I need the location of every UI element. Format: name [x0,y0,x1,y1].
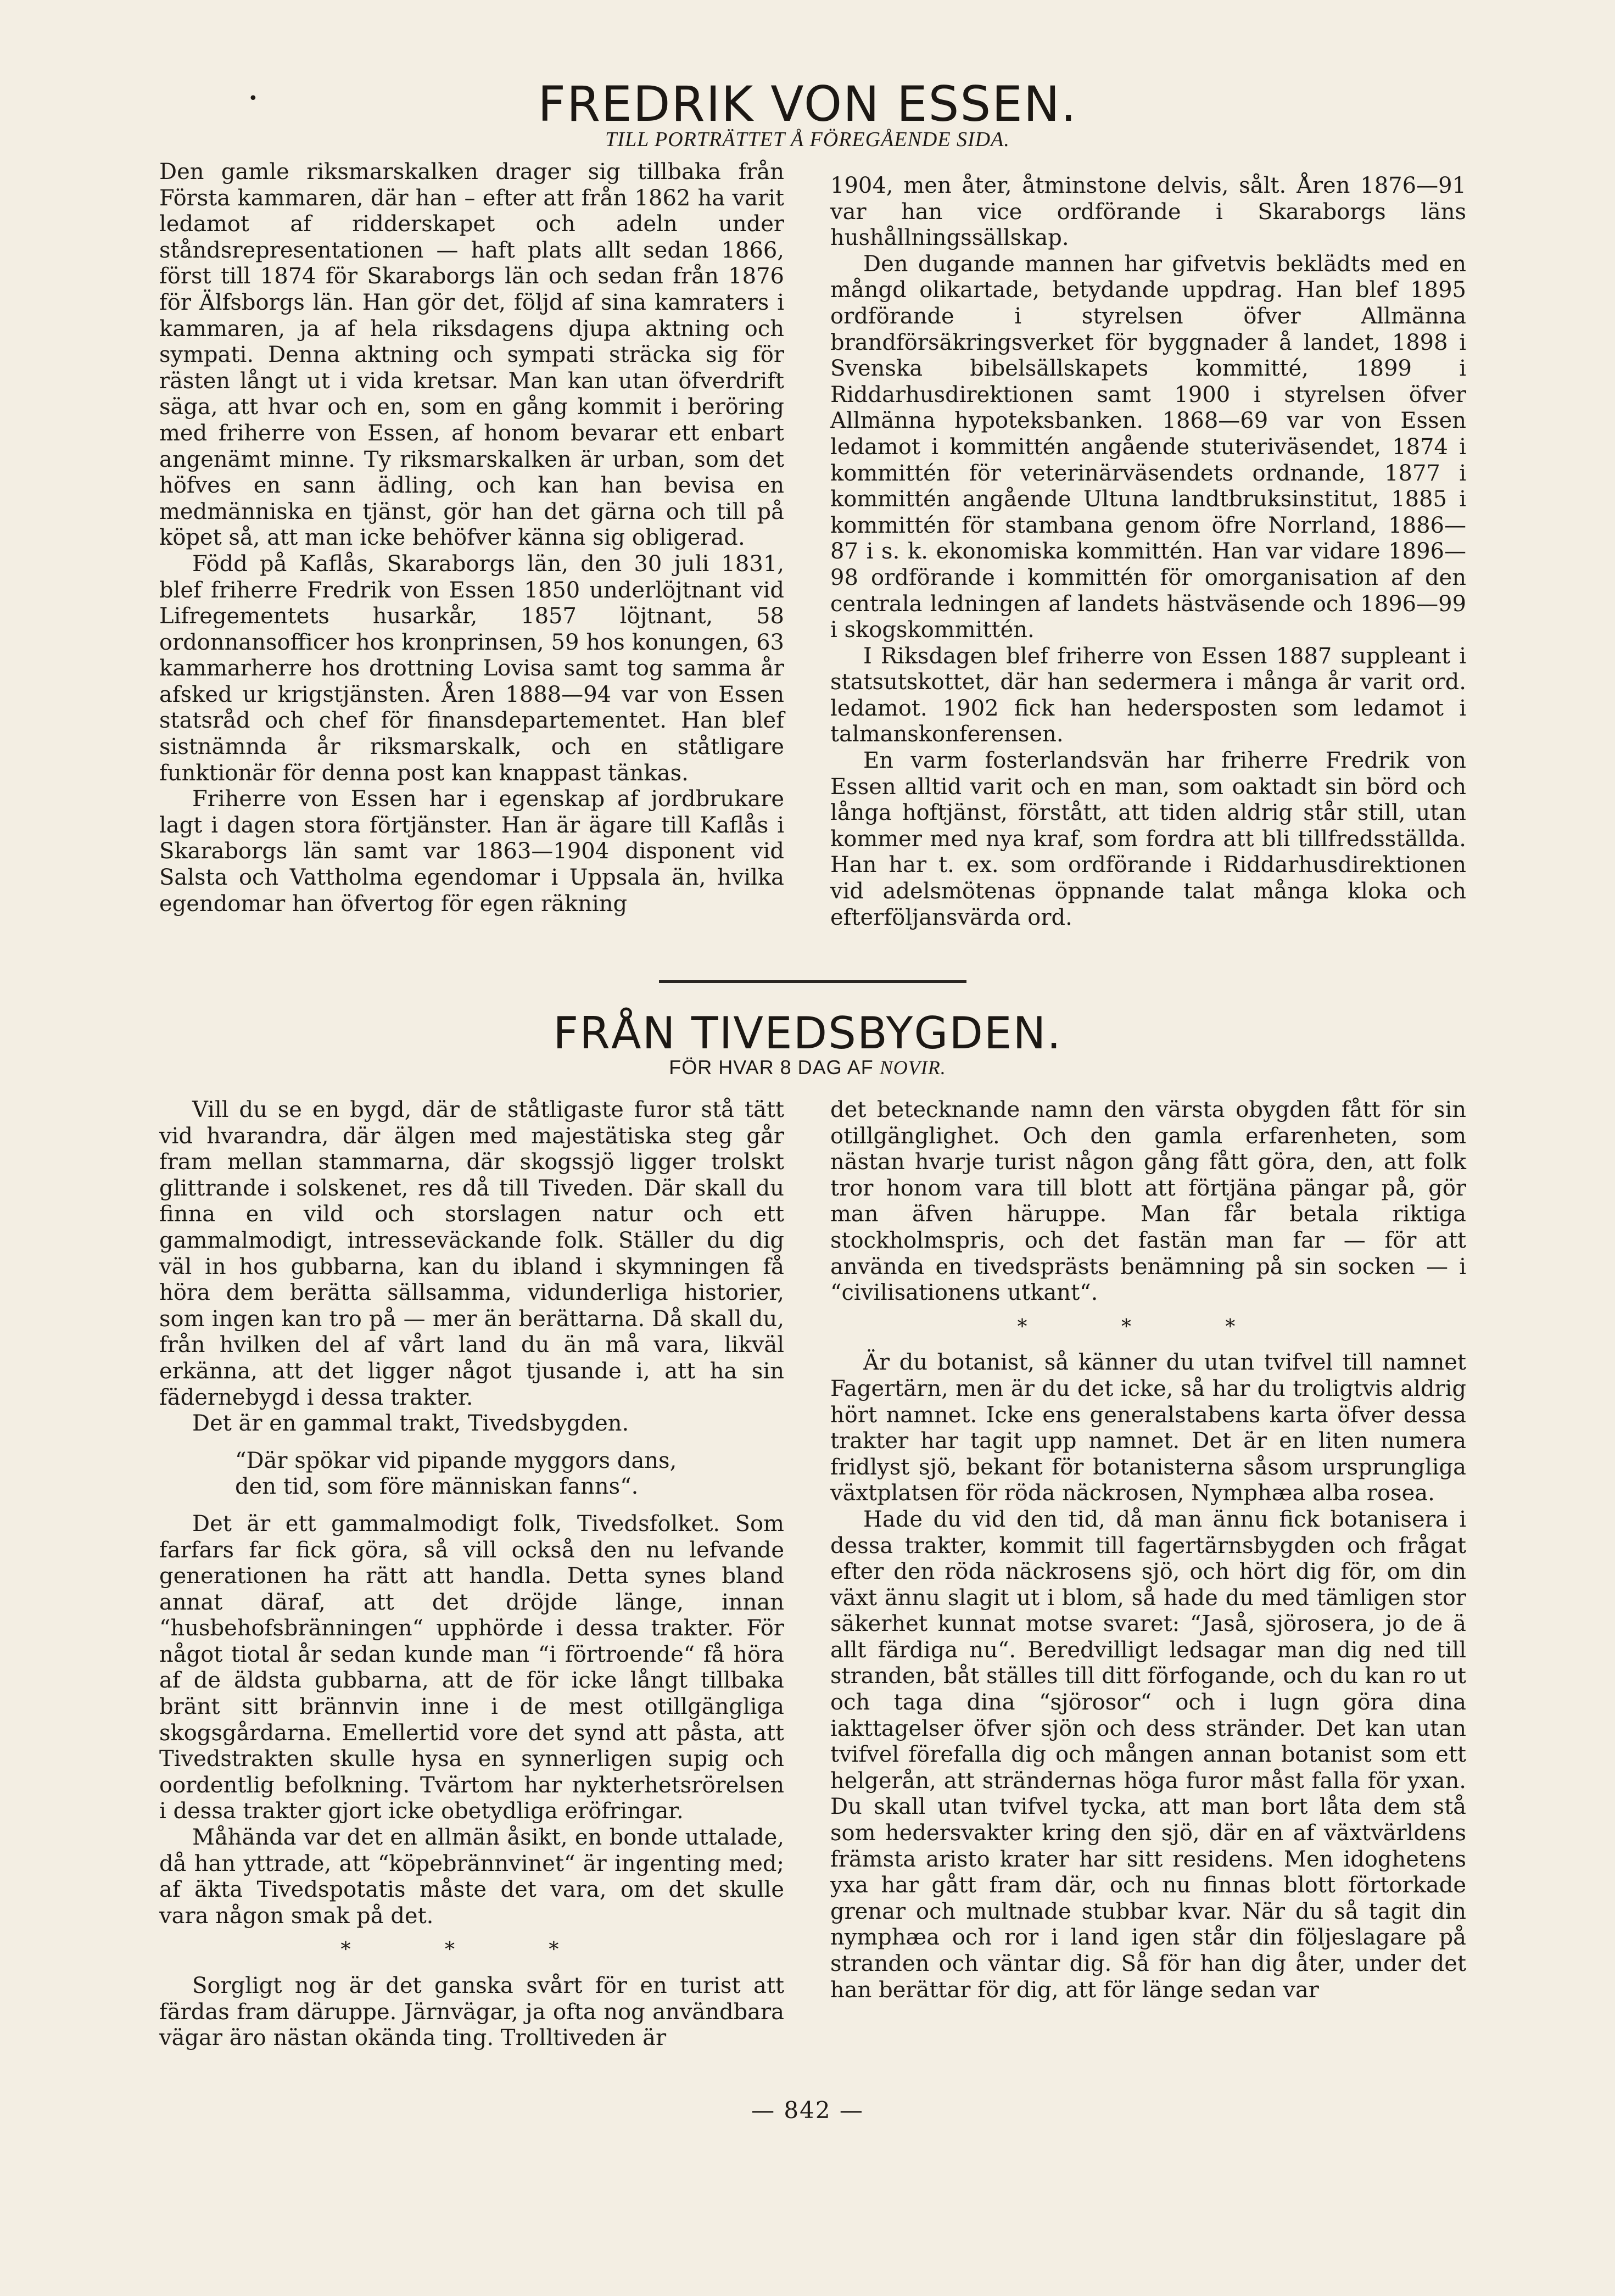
article1-left-column [159,159,784,917]
article2-right-column [830,1097,1466,2003]
article2-left-column [159,1097,784,2052]
article1-paragraph: Den dugande mannen har gifvetvis beklädts med en mångd olikartade, betydande uppdrag. Han blef 1895 ordförande i styrelsen öfver Allmänna brandförsäkringsverket för byggnader å landet, 1898 i Svenska bibelsällskapets kommitté, 1899 i Riddarhusdirektionen samt 1900 i styrelsen öfver Allmänna hypoteksbanken. 1868—69 var von Essen ledamot i kommittén angående stuteriväsendet, 1874 i kommittén för veterinärväsendets ordnande, 1877 i kommittén angående Ultuna landtbruksinstitut, 1885 i kommittén för stambana genom öfre Norrland, 1886—87 i s. k. ekonomiska kommittén. Han var vidare 1896—98 ordförande i kommittén för omorganisation af den centrala ledningen af landets hästväsende och 1896—99 i skogskommittén. [830,251,1466,643]
article-subtitle-portrait-note: TILL PORTRÄTTET Å FÖREGÅENDE SIDA. [605,128,1010,151]
article-byline [0,1056,1615,1079]
article2-paragraph: Vill du se en bygd, där de ståtligaste furor stå tätt vid hvarandra, där älgen med majestätiska steg går fram mellan stammarna, där skogssjö ligger trolskt glittrande i solskenet, res då till Tiveden. Där skall du finna en vild och storslagen natur och ett gammalmodigt, intresseväckande folk. Ställer du dig väl in hos gubbarna, kan du ibland i skymningen få höra dem berätta sällsamma, vidunderliga historier, som ingen kan tro på — mer än berättarna. Då skall du, från hvilken del af vårt land du än må vara, likväl erkänna, att det ligger något tjusande i, att ha sin fädernebygd i dessa trakter. [159,1097,784,1410]
article2-paragraph: Det är en gammal trakt, Tivedsbygden. [192,1411,629,1437]
article2-paragraph: Är du botanist, så känner du utan tvifvel till namnet Fagertärn, men är du det icke, så har du troligtvis aldrig hört namnet. Icke ens generalstabens karta öfver dessa trakter har tagit upp namnet. Det är en liten numera fridlyst sjö, bekant för botanisterna såsom ursprungliga växtplatsen för röda näckrosen, Nymphæa alba rosea. [830,1350,1466,1506]
section-separator-stars: * * * [340,1939,603,1962]
poem-line: “Där spökar vid pipande myggors dans, [235,1448,677,1473]
article-divider-rule [659,980,966,983]
section-separator-stars: * * * [1017,1315,1279,1338]
page-number: — 842 — [751,2097,864,2124]
byline-prefix: FÖR HVAR 8 DAG AF [669,1056,874,1079]
article1-paragraph: Den gamle riksmarskalken drager sig tillbaka från Första kammaren, där han – efter att från 1862 ha varit ledamot af ridderskapet och adeln under ståndsrepresentationen — haft plats allt sedan 1866, först till 1874 för Skaraborgs län och sedan från 1876 för Älfsborgs län. Han gör det, följd af sina kamraters i kammaren, ja af hela riksdagens djupa aktning och sympati. Denna aktning och sympati sträcka sig för rästen långt ut i vida kretsar. Man kan utan öfverdrift säga, att hvar och en, som en gång kommit i beröring med friherre von Essen, af honom bevarar ett enbart angenämt minne. Ty riksmarskalken är urban, som det höfves en sann ädling, och kan han bevisa en medmänniska en tjänst, gör han det gärna och till på köpet så, att man icke behöfver känna sig obligerad. [159,159,784,551]
article1-paragraph: 1904, men åter, åtminstone delvis, sålt. Åren 1876—91 var han vice ordförande i Skaraborgs läns hushållningssällskap. [830,173,1466,251]
article1-paragraph: Friherre von Essen har i egenskap af jordbrukare lagt i dagen stora förtjänster. Han är ägare till Kaflås i Skaraborgs län samt var 1863—1904 disponent vid Salsta och Vattholma egendomar i Uppsala än, hvilka egendomar han öfvertog för egen räkning [159,786,784,917]
ink-speck: • [248,89,258,108]
article2-paragraph: Hade du vid den tid, då man ännu fick botanisera i dessa trakter, kommit till fagertärnsbygden och frågat efter den röda näckrosens sjö, och hört dig för, om din växt ännu slagit ut i blom, så hade du med tämligen stor säkerhet kunnat motse svaret: “Jaså, sjörosera, jo de ä allt färdiga nu“. Beredvilligt ledsagar man dig ned till stranden, båt ställes till ditt förfogande, och du kan ro ut och taga dina “sjörosor“ och i lugn göra dina iakttagelser öfver sjön och dess stränder. Det kan utan tvifvel förefalla dig och mången annan botanist som ett helgerån, att strändernas höga furor måst falla för yxan. Du skall utan tvifvel tycka, att man bort låta dem stå som hedersvakter kring den sjö, där en af växtvärldens främsta aristo krater har sitt residens. Men idoghetens yxa har gått fram där, och nu finnas blott förtorkade grenar och multnade stubbar kvar. När du så tagit din nymphæa och ror i land igen står din följeslagare på stranden och väntar dig. Så för han dig åter, under det han berättar för dig, att för länge sedan var [830,1506,1466,2003]
article1-right-column [830,173,1466,931]
poem-quote [159,1448,784,1500]
article2-paragraph: Måhända var det en allmän åsikt, en bonde uttalade, då han yttrade, att “köpebrännvinet“ är ingenting med; af äkta Tivedspotatis måste det vara, om det skulle vara någon smak på det. [159,1825,784,1929]
article1-paragraph: En varm fosterlandsvän har friherre Fredrik von Essen alltid varit och en man, som oaktadt sin börd och långa hoftjänst, förstått, att tiden aldrig står still, utan kommer med nya kraf, som fordra att bli tillfredsställda. Han har t. ex. som ordförande i Riddarhusdirektionen vid adelsmötenas öppnande talat många kloka och efterföljansvärda ord. [830,748,1466,930]
article2-paragraph: Det är ett gammalmodigt folk, Tivedsfolket. Som farfars far fick göra, så vill också den nu lefvande generationen ha rätt att handla. Detta synes bland annat däraf, att det dröjde länge, innan “husbehofsbränningen“ upphörde i dessa trakter. För något tiotal år sedan kunde man “i förtroende“ få höra af de äldsta gubbarna, att de för icke långt tillbaka bränt sitt brännvin inne i de mest otillgängliga skogsgårdarna. Emellertid vore det synd att påsta, att Tivedstrakten skulle hysa en synnerligen supig och oordentlig befolkning. Tvärtom har nykterhetsrörelsen i dessa trakter gjort icke obetydliga eröfringar. [159,1511,784,1824]
article-title-fran-tivedsbygden: FRÅN TIVEDSBYGDEN. [553,1008,1062,1059]
article1-paragraph: Född på Kaflås, Skaraborgs län, den 30 juli 1831, blef friherre Fredrik von Essen 1850 underlöjtnant vid Lifregementets husarkår, 1857 löjtnant, 58 ordonnansofficer hos kronprinsen, 59 hos konungen, 63 kammarherre hos drottning Lovisa samt tog samma år afsked ur krigstjänsten. Åren 1888—94 var von Essen statsråd och chef för finansdepartementet. Han blef sistnämnda år riksmarskalk, och en ståtligare funktionär för denna post kan knappast tänkas. [159,551,784,786]
article2-paragraph: det betecknande namn den värsta obygden fått för sin otillgänglighet. Och den gamla erfarenheten, som nästan hvarje turist någon gång fått göra, den, att folk tror honom vara till blott att förtjäna pängar på, gör man äfven häruppe. Man får betala riktiga stockholmspris, och det fastän man far — för att använda en tivedsprästs benämning på sin socken — i “civilisationens utkant“. [830,1097,1466,1306]
byline-author: NOVIR. [879,1057,946,1079]
poem-line: den tid, som före människan fanns“. [235,1474,639,1500]
article1-paragraph: I Riksdagen blef friherre von Essen 1887 suppleant i statsutskottet, där han sedermera i många år varit ord. ledamot. 1902 fick han hedersposten som ledamot i talmanskonferensen. [830,643,1466,747]
article2-paragraph: Sorgligt nog är det ganska svårt för en turist att färdas fram däruppe. Järnvägar, ja ofta nog användbara vägar äro nästan okända ting. Trolltiveden är [159,1973,784,2051]
article-title-fredrik-von-essen: FREDRIK VON ESSEN. [538,76,1077,132]
